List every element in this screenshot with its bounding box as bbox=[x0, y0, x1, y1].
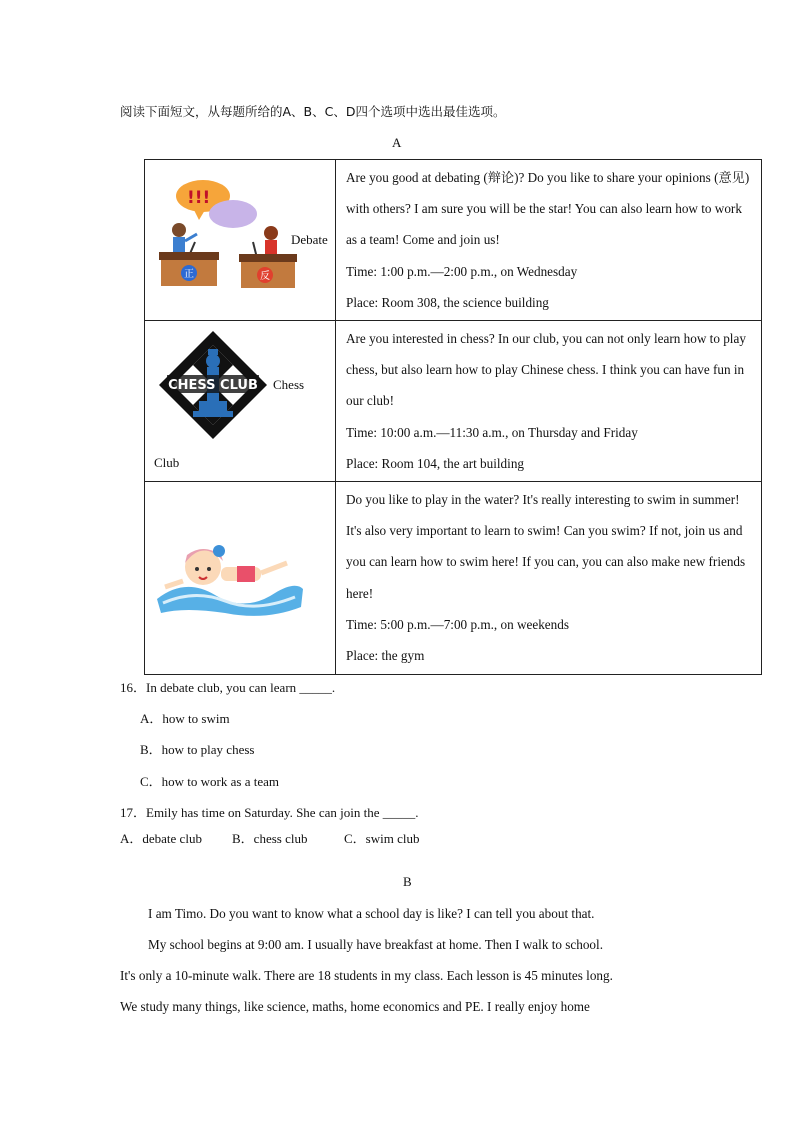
question-17-stem: 17．Emily has time on Saturday. She can join the _____. bbox=[120, 805, 419, 820]
swim-intro-text: Do you like to play in the water? It's really interesting to swim in summer! It's also very important to learn to swim! Can you swim? If not, join us and you can learn how to swim here! If you can, you can also make new friends here! bbox=[346, 492, 746, 601]
exclamation-text: !!! bbox=[187, 188, 211, 208]
q16-option-a: A．how to swim bbox=[140, 711, 230, 726]
debate-place-text: Place: Room 308, the science building bbox=[346, 294, 549, 310]
instruction-text: 阅读下面短文，从每题所给的A、B、C、D四个选项中选出最佳选项。 bbox=[120, 104, 506, 119]
question-16-stem: 16．In debate club, you can learn _____. bbox=[120, 680, 336, 695]
q16-option-b: B．how to play chess bbox=[140, 742, 255, 757]
passage-b-line-3: It's only a 10-minute walk. There are 18 students in my class. Each lesson is 45 minutes long. bbox=[120, 968, 613, 983]
con-side-text: 反 bbox=[260, 271, 270, 282]
chess-cell bbox=[145, 321, 336, 482]
club-label-debate: Debate bbox=[291, 232, 328, 247]
swimmer-illustration bbox=[155, 537, 305, 617]
table-row bbox=[145, 160, 762, 321]
debate-illustration bbox=[153, 178, 303, 296]
section-b-heading: B bbox=[403, 874, 412, 889]
debate-intro-text: Are you good at debating (辩论)? Do you like to share your opinions (意见) with others? I am sure you will be the star! You can also learn how to work as a team! Come and join us! bbox=[346, 170, 750, 248]
swim-place-text: Place: the gym bbox=[346, 648, 425, 664]
table-row bbox=[145, 321, 762, 482]
passage-b-line-2: My school begins at 9:00 am. I usually have breakfast at home. Then I walk to school. bbox=[148, 937, 603, 952]
debate-cell bbox=[145, 160, 336, 321]
club-label-club: Club bbox=[154, 455, 180, 470]
debate-time-text: Time: 1:00 p.m.—2:00 p.m., on Wednesday bbox=[346, 263, 578, 279]
swim-time-text: Time: 5:00 p.m.—7:00 p.m., on weekends bbox=[346, 616, 569, 632]
chess-intro-text: Are you interested in chess? In our club, you can not only learn how to play chess, but also learn how to play Chinese chess. I think you can have fun in our club! bbox=[346, 331, 746, 409]
chess-description bbox=[336, 321, 762, 482]
clubs-table bbox=[144, 159, 762, 675]
pro-side-text: 正 bbox=[184, 269, 194, 280]
swim-cell bbox=[145, 482, 336, 675]
debate-description bbox=[336, 160, 762, 321]
chess-logo-text: CHESS CLUB bbox=[168, 378, 258, 393]
swim-description bbox=[336, 482, 762, 675]
q16-option-c: C．how to work as a team bbox=[140, 774, 280, 789]
club-label-chess: Chess bbox=[273, 377, 305, 392]
section-a-heading: A bbox=[392, 135, 402, 150]
passage-b-line-4: We study many things, like science, maths, home economics and PE. I really enjoy home bbox=[120, 999, 590, 1014]
chess-time-text: Time: 10:00 a.m.—11:30 a.m., on Thursday and Friday bbox=[346, 424, 638, 440]
chess-place-text: Place: Room 104, the art building bbox=[346, 455, 525, 471]
q17-option-a: A．debate club bbox=[120, 831, 202, 846]
q17-option-c: C．swim club bbox=[344, 831, 420, 846]
table-row bbox=[145, 482, 762, 675]
passage-b-line-1: I am Timo. Do you want to know what a school day is like? I can tell you about that. bbox=[148, 906, 595, 921]
chess-club-logo bbox=[157, 329, 269, 441]
q17-option-b: B．chess club bbox=[232, 831, 308, 846]
